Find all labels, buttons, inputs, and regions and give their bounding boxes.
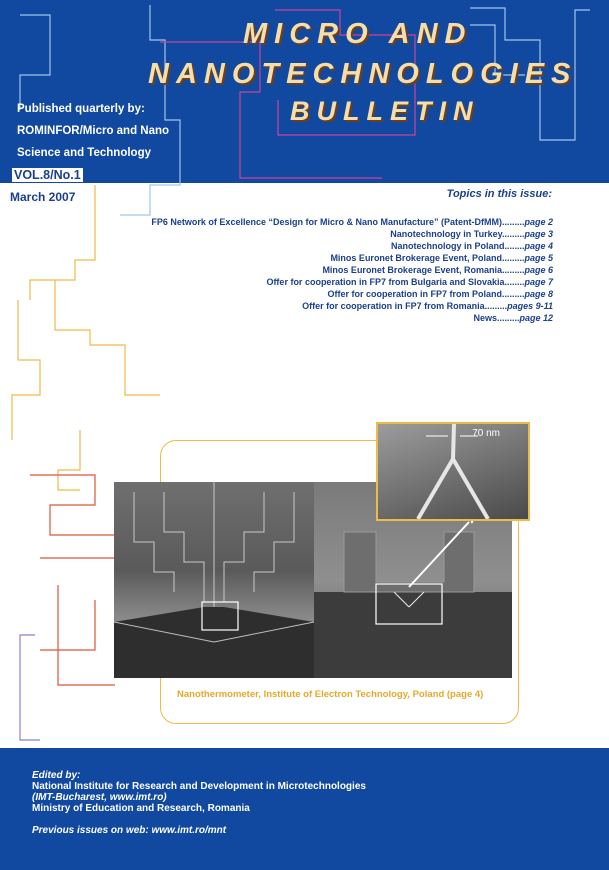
topic-item: Offer for cooperation in FP7 from Poland.........page 8	[327, 289, 553, 299]
issue-date: March 2007	[10, 190, 76, 204]
previous-issues-link[interactable]: Previous issues on web: www.imt.ro/mnt	[32, 825, 227, 836]
figure-caption: Nanothermometer, Institute of Electron Technology, Poland (page 4)	[177, 689, 484, 700]
topic-item: Nanotechnology in Turkey.........page 3	[390, 229, 553, 239]
published-line-1: Published quarterly by:	[17, 103, 145, 115]
title-line-1: MICRO AND	[243, 18, 473, 50]
edited-by-label: Edited by:	[32, 770, 81, 781]
topics-heading: Topics in this issue:	[446, 188, 552, 200]
topic-item: FP6 Network of Excellence “Design for Micro & Nano Manufacture” (Patent-DfMM).........page 2	[151, 217, 553, 227]
volume-number: VOL.8/No.1	[14, 168, 81, 182]
title-line-2: NANOTECHNOLOGIES	[148, 58, 578, 90]
title-line-3: BULLETIN	[290, 96, 480, 126]
micrograph-inset	[376, 422, 530, 521]
topics-list	[13, 216, 553, 324]
topic-item: Nanotechnology in Poland........page 4	[390, 241, 553, 251]
inset-structure	[378, 424, 528, 519]
topic-item: Minos Euronet Brokerage Event, Poland.........page 5	[330, 253, 553, 263]
institute-name: National Institute for Research and Development in Microtechnologies	[32, 781, 366, 792]
published-line-2: ROMINFOR/Micro and Nano	[17, 125, 170, 137]
scale-label: 70 nm	[472, 428, 500, 439]
topic-item: Offer for cooperation in FP7 from Romania.........pages 9-11	[302, 301, 553, 311]
topic-item: News.........page 12	[473, 313, 553, 323]
ministry-name: Ministry of Education and Research, Romania	[32, 803, 250, 814]
institute-short: (IMT-Bucharest, www.imt.ro)	[32, 792, 167, 803]
topic-item: Minos Euronet Brokerage Event, Romania.........page 6	[322, 265, 553, 275]
published-line-3: Science and Technology	[17, 147, 151, 159]
topic-item: Offer for cooperation in FP7 from Bulgaria and Slovakia........page 7	[266, 277, 553, 287]
